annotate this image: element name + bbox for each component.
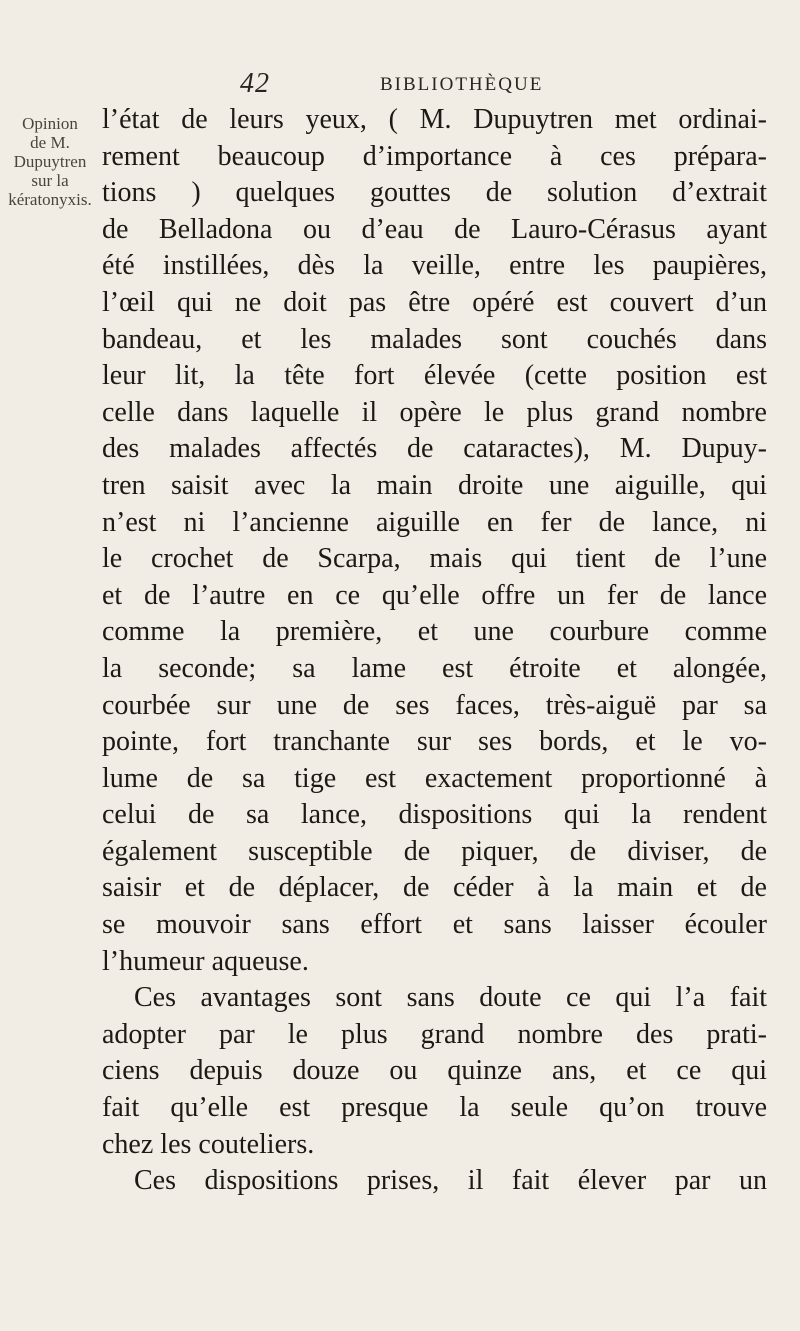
text-line: adopter par le plus grand nombre des prati- bbox=[102, 1018, 767, 1050]
text-line: l’œil qui ne doit pas être opéré est couvert d’un bbox=[102, 286, 767, 318]
margin-note bbox=[4, 114, 96, 209]
text-line: n’est ni l’ancienne aiguille en fer de lance, ni bbox=[102, 506, 767, 538]
text-line: tions ) quelques gouttes de solution d’extrait bbox=[102, 177, 767, 209]
text-line: également susceptible de piquer, de diviser, de bbox=[102, 835, 767, 867]
text-line: tren saisit avec la main droite une aiguille, qui bbox=[102, 469, 767, 501]
text-line: été instillées, dès la veille, entre les paupières, bbox=[102, 250, 767, 282]
running-head: BIBLIOTHÈQUE bbox=[380, 74, 544, 95]
text-line: chez les couteliers. bbox=[102, 1128, 315, 1160]
page-number: 42 bbox=[240, 68, 270, 99]
text-line: l’état de leurs yeux, ( M. Dupuytren met ordinai- bbox=[102, 104, 767, 135]
text-line: Ces dispositions prises, il fait élever par un bbox=[134, 1165, 767, 1197]
text-line: comme la première, et une courbure comme bbox=[102, 616, 767, 648]
text-line: fait qu’elle est presque la seule qu’on trouve bbox=[102, 1092, 767, 1124]
text-line: et de l’autre en ce qu’elle offre un fer de lance bbox=[102, 579, 767, 611]
text-line: courbée sur une de ses faces, très-aiguë par sa bbox=[102, 689, 767, 721]
text-line: l’humeur aqueuse. bbox=[102, 945, 309, 977]
text-line: pointe, fort tranchante sur ses bords, et le vo- bbox=[102, 726, 767, 758]
text-line: rement beaucoup d’importance à ces prépara- bbox=[102, 140, 767, 172]
text-line: lume de sa tige est exactement proportionné à bbox=[102, 762, 767, 794]
body-text bbox=[102, 102, 767, 1200]
text-line: bandeau, et les malades sont couchés dans bbox=[102, 323, 767, 355]
margin-note-line: Opinion bbox=[22, 114, 78, 133]
text-line: saisir et de déplacer, de céder à la main et de bbox=[102, 872, 767, 904]
page-header bbox=[0, 68, 800, 98]
text-line: ciens depuis douze ou quinze ans, et ce qui bbox=[102, 1055, 767, 1087]
margin-note-line: sur la bbox=[31, 171, 69, 190]
text-line: se mouvoir sans effort et sans laisser écouler bbox=[102, 909, 767, 941]
text-line: celle dans laquelle il opère le plus grand nombre bbox=[102, 396, 767, 428]
text-line: la seconde; sa lame est étroite et alongée, bbox=[102, 652, 767, 684]
margin-note-line: de M. bbox=[30, 133, 70, 152]
text-line: le crochet de Scarpa, mais qui tient de l’une bbox=[102, 543, 767, 575]
margin-note-line: Dupuytren bbox=[13, 152, 87, 171]
text-line: leur lit, la tête fort élevée (cette position est bbox=[102, 360, 767, 392]
margin-note-line: kératonyxis. bbox=[8, 190, 92, 209]
text-line: des malades affectés de cataractes), M. Dupuy- bbox=[102, 433, 767, 465]
text-line: Ces avantages sont sans doute ce qui l’a fait bbox=[134, 982, 767, 1014]
text-line: de Belladona ou d’eau de Lauro-Cérasus ayant bbox=[102, 213, 767, 245]
text-line: celui de sa lance, dispositions qui la rendent bbox=[102, 799, 767, 831]
